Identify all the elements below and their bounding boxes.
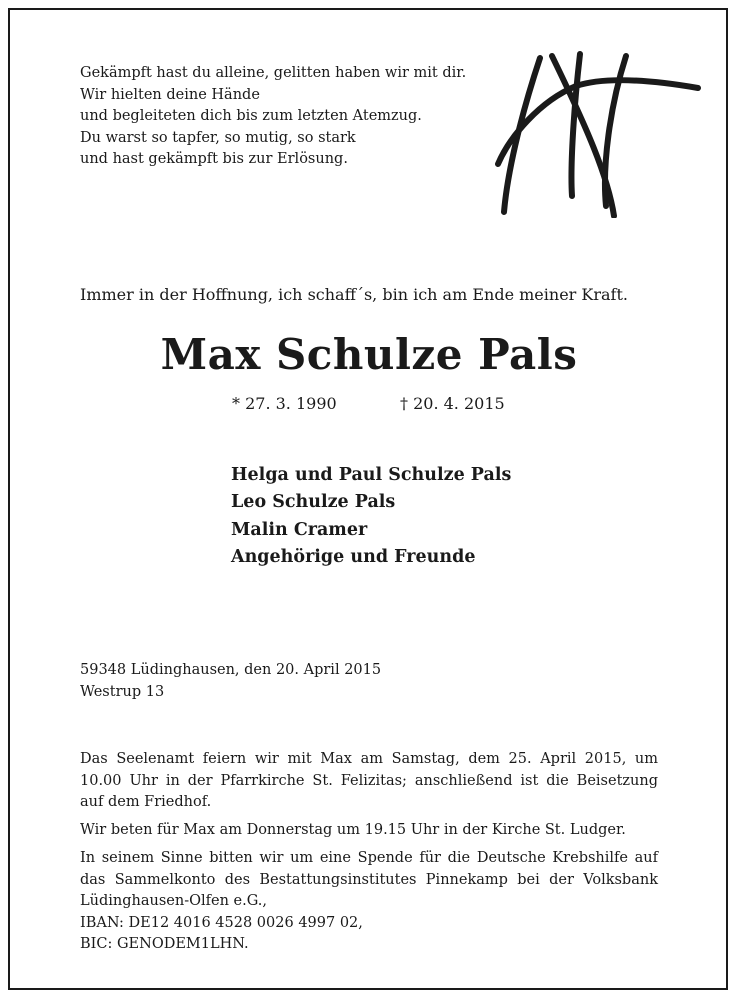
mourners-list bbox=[231, 462, 511, 571]
notice-line: Wir beten für Max am Donnerstag um 19.15 Uhr in der Kirche St. Ludger. bbox=[80, 822, 626, 838]
mourner-name: Helga und Paul Schulze Pals bbox=[231, 465, 512, 485]
mourner-name: Malin Cramer bbox=[231, 519, 368, 540]
death-date: † 20. 4. 2015 bbox=[400, 394, 505, 413]
notice-line: In seinem Sinne bitten wir um eine Spende für die Deutsche Krebshilfe auf bbox=[80, 850, 658, 866]
motto: Immer in der Hoffnung, ich schaff´s, bin ich am Ende meiner Kraft. bbox=[80, 285, 628, 304]
prayer-notice bbox=[80, 820, 658, 842]
bic-line: BIC: GENODEM1LHN. bbox=[80, 936, 249, 952]
iban-line: IBAN: DE12 4016 4528 0026 4997 02, bbox=[80, 914, 363, 931]
poem-line: Wir hielten deine Hände bbox=[80, 86, 260, 103]
place-and-date bbox=[80, 660, 381, 703]
place-date-line: 59348 Lüdinghausen, den 20. April 2015 bbox=[80, 662, 382, 678]
deceased-name: Max Schulze Pals bbox=[160, 330, 578, 379]
poem-line: und begleiteten dich bis zum letzten Atemzug. bbox=[80, 108, 422, 124]
donation-notice bbox=[80, 848, 658, 956]
notice-line: Lüdinghausen-Olfen e.G., bbox=[80, 893, 267, 909]
notice-line: das Sammelkonto des Bestattungsinstitutes Pinnekamp bei der Volksbank bbox=[80, 871, 658, 888]
notice-line: auf dem Friedhof. bbox=[80, 794, 212, 810]
poem-line: Du warst so tapfer, so mutig, so stark bbox=[80, 129, 356, 146]
mourner-name: Angehörige und Freunde bbox=[231, 546, 476, 567]
birth-date: * 27. 3. 1990 bbox=[232, 394, 337, 413]
basketball-lines-icon bbox=[490, 46, 702, 218]
address-line: Westrup 13 bbox=[80, 683, 165, 700]
mourner-name: Leo Schulze Pals bbox=[231, 492, 396, 513]
notice-line: Das Seelenamt feiern wir mit Max am Samstag, dem 25. April 2015, um bbox=[80, 751, 658, 767]
poem bbox=[80, 63, 466, 171]
notice-line: 10.00 Uhr in der Pfarrkirche St. Felizitas; anschließend ist die Beisetzung bbox=[80, 772, 658, 789]
requiem-notice bbox=[80, 749, 658, 814]
poem-line: und hast gekämpft bis zur Erlösung. bbox=[80, 151, 348, 167]
poem-line: Gekämpft hast du alleine, gelitten haben wir mit dir. bbox=[80, 65, 467, 81]
